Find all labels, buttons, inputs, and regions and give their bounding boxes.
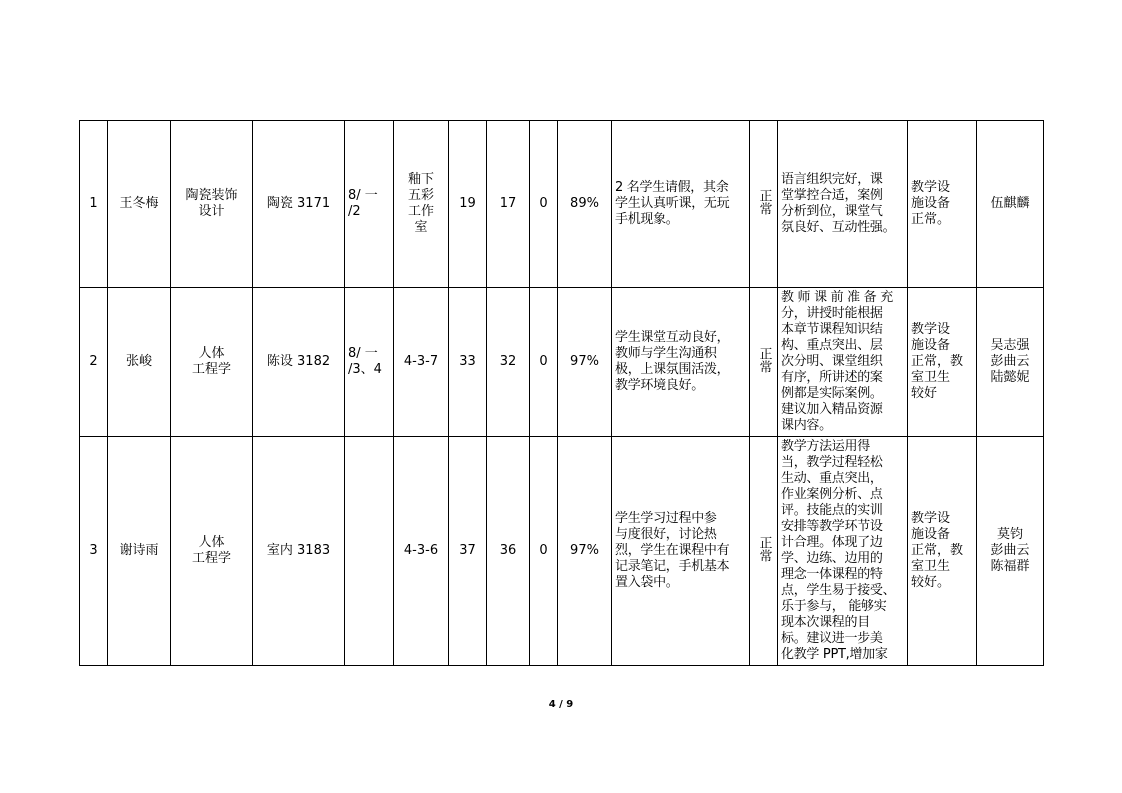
inspector-name: 伍麒麟 [990, 196, 1030, 211]
equipment-line: 正常，教 [911, 543, 964, 558]
period-line: 8/ 一 [348, 188, 378, 203]
course-line: 陶瓷装饰 [185, 188, 238, 203]
class-name: 陈设 3182 [253, 288, 345, 437]
late-count: 0 [530, 121, 558, 288]
comment-line: 次分明、课堂组织 [781, 354, 883, 369]
teacher-name: 张峻 [108, 288, 171, 437]
note-line: 置入袋中。 [615, 575, 679, 590]
equipment-line: 室卫生 [911, 370, 951, 385]
teacher-name: 谢诗雨 [108, 437, 171, 666]
present-count: 36 [487, 437, 530, 666]
period-line: 8/ 一 [348, 346, 378, 361]
note-line: 记录笔记，手机基本 [615, 559, 730, 574]
attendance-rate: 97% [558, 288, 612, 437]
comment-line: 化教学 PPT,增加家 [781, 647, 888, 662]
comment-line: 现本次课程的目 [781, 615, 870, 630]
inspector-name: 吴志强 [990, 338, 1030, 353]
inspector-name: 莫钧 [996, 527, 1023, 542]
status [750, 121, 778, 288]
note-line: 手机现象。 [615, 212, 679, 227]
comment-line: 当，教学过程轻松 [781, 455, 883, 470]
comment-line: 理念一体课程的特 [781, 567, 883, 582]
comment-line: 分，讲授时能根据 [781, 306, 883, 321]
table-row [80, 288, 1044, 437]
comment-line: 乐于参与， 能够实 [781, 599, 887, 614]
comment-line: 分析到位，课堂气 [781, 204, 883, 219]
course-line: 设计 [198, 204, 225, 219]
period [345, 288, 394, 437]
comment-line: 堂掌控合适，案例 [781, 188, 883, 203]
teacher-name: 王冬梅 [108, 121, 171, 288]
place-line: 4-3-6 [403, 543, 439, 558]
total-count: 19 [449, 121, 487, 288]
course-line: 工程学 [191, 551, 231, 566]
comment-line: 氛良好、互动性强。 [781, 220, 896, 235]
comment-line: 建议加入精品资源 [781, 402, 883, 417]
inspectors [977, 288, 1044, 437]
present-count: 32 [487, 288, 530, 437]
place-line: 五彩 [407, 188, 434, 203]
equipment-line: 教学设 [911, 322, 951, 337]
place-line: 室 [414, 220, 428, 235]
comment-line: 构、重点突出、层 [781, 338, 883, 353]
total-count: 33 [449, 288, 487, 437]
row-number: 2 [80, 288, 108, 437]
comment-line: 例都是实际案例。 [781, 386, 883, 401]
comment-line: 课内容。 [781, 418, 832, 433]
period [345, 121, 394, 288]
note-line: 烈，学生在课程中有 [615, 543, 730, 558]
place-line: 4-3-7 [403, 354, 439, 369]
page-number: 4 / 9 [548, 699, 574, 710]
period-line: /2 [348, 204, 361, 219]
note-line: 极，上课氛围活泼， [615, 362, 730, 377]
equipment-line: 教学设 [911, 180, 951, 195]
comment-line: 语言组织完好，课 [781, 172, 883, 187]
comment-line: 标。建议进一步美 [781, 631, 883, 646]
comment-line: 评。技能点的实训 [781, 503, 883, 518]
equipment-line: 室卫生 [911, 559, 951, 574]
student-note [612, 437, 750, 666]
note-line: 教师与学生沟通积 [615, 346, 717, 361]
course-line: 人体 [198, 535, 225, 550]
status [750, 288, 778, 437]
course-name [171, 121, 253, 288]
inspector-name: 彭曲云 [990, 543, 1030, 558]
equipment-line: 正常，教 [911, 354, 964, 369]
table-row [80, 437, 1044, 666]
attendance-rate: 89% [558, 121, 612, 288]
row-number: 1 [80, 121, 108, 288]
comment-line: 教 师 课 前 准 备 充 [781, 290, 893, 305]
course-name [171, 288, 253, 437]
status-text: 正常 [756, 346, 772, 373]
comment-line: 本章节课程知识结 [781, 322, 883, 337]
inspectors [977, 437, 1044, 666]
place [394, 437, 449, 666]
equipment-line: 施设备 [911, 527, 951, 542]
note-line: 2 名学生请假，其余 [615, 180, 729, 195]
present-count: 17 [487, 121, 530, 288]
equipment-line: 教学设 [911, 511, 951, 526]
comment-line: 作业案例分析、点 [781, 487, 883, 502]
comment-line: 点，学生易于接受、 [781, 583, 896, 598]
class-name: 室内 3183 [253, 437, 345, 666]
student-note [612, 121, 750, 288]
status [750, 437, 778, 666]
comment-line: 生动、重点突出， [781, 471, 883, 486]
comment-line: 教学方法运用得 [781, 439, 870, 454]
table-row [80, 121, 1044, 288]
inspector-name: 彭曲云 [990, 354, 1030, 369]
course-line: 工程学 [191, 362, 231, 377]
late-count: 0 [530, 437, 558, 666]
teaching-comment [778, 121, 908, 288]
equipment-line: 较好。 [911, 575, 951, 590]
inspection-table [79, 120, 1044, 666]
period [345, 437, 394, 666]
course-line: 人体 [198, 346, 225, 361]
attendance-rate: 97% [558, 437, 612, 666]
inspector-name: 陆懿妮 [990, 370, 1030, 385]
inspector-name: 陈福群 [990, 559, 1030, 574]
row-number: 3 [80, 437, 108, 666]
status-text: 正常 [756, 535, 772, 562]
late-count: 0 [530, 288, 558, 437]
note-line: 学生认真听课，无玩 [615, 196, 730, 211]
comment-line: 学、边练、边用的 [781, 551, 883, 566]
comment-line: 计合理。体现了边 [781, 535, 883, 550]
note-line: 教学环境良好。 [615, 378, 704, 393]
equipment-note [908, 437, 977, 666]
equipment-note [908, 288, 977, 437]
total-count: 37 [449, 437, 487, 666]
note-line: 学生课堂互动良好， [615, 330, 730, 345]
place-line: 工作 [407, 204, 434, 219]
equipment-line: 施设备 [911, 338, 951, 353]
teaching-comment [778, 437, 908, 666]
note-line: 学生学习过程中参 [615, 511, 717, 526]
equipment-line: 正常。 [911, 212, 951, 227]
comment-line: 有序，所讲述的案 [781, 370, 883, 385]
place-line: 釉下 [407, 172, 434, 187]
period-line: /3、4 [348, 362, 382, 377]
equipment-line: 施设备 [911, 196, 951, 211]
status-text: 正常 [756, 188, 772, 215]
class-name: 陶瓷 3171 [253, 121, 345, 288]
student-note [612, 288, 750, 437]
comment-line: 安排等教学环节设 [781, 519, 883, 534]
inspectors [977, 121, 1044, 288]
equipment-line: 较好 [911, 386, 938, 401]
place [394, 121, 449, 288]
note-line: 与度很好，讨论热 [615, 527, 717, 542]
course-name [171, 437, 253, 666]
place [394, 288, 449, 437]
teaching-comment [778, 288, 908, 437]
equipment-note [908, 121, 977, 288]
